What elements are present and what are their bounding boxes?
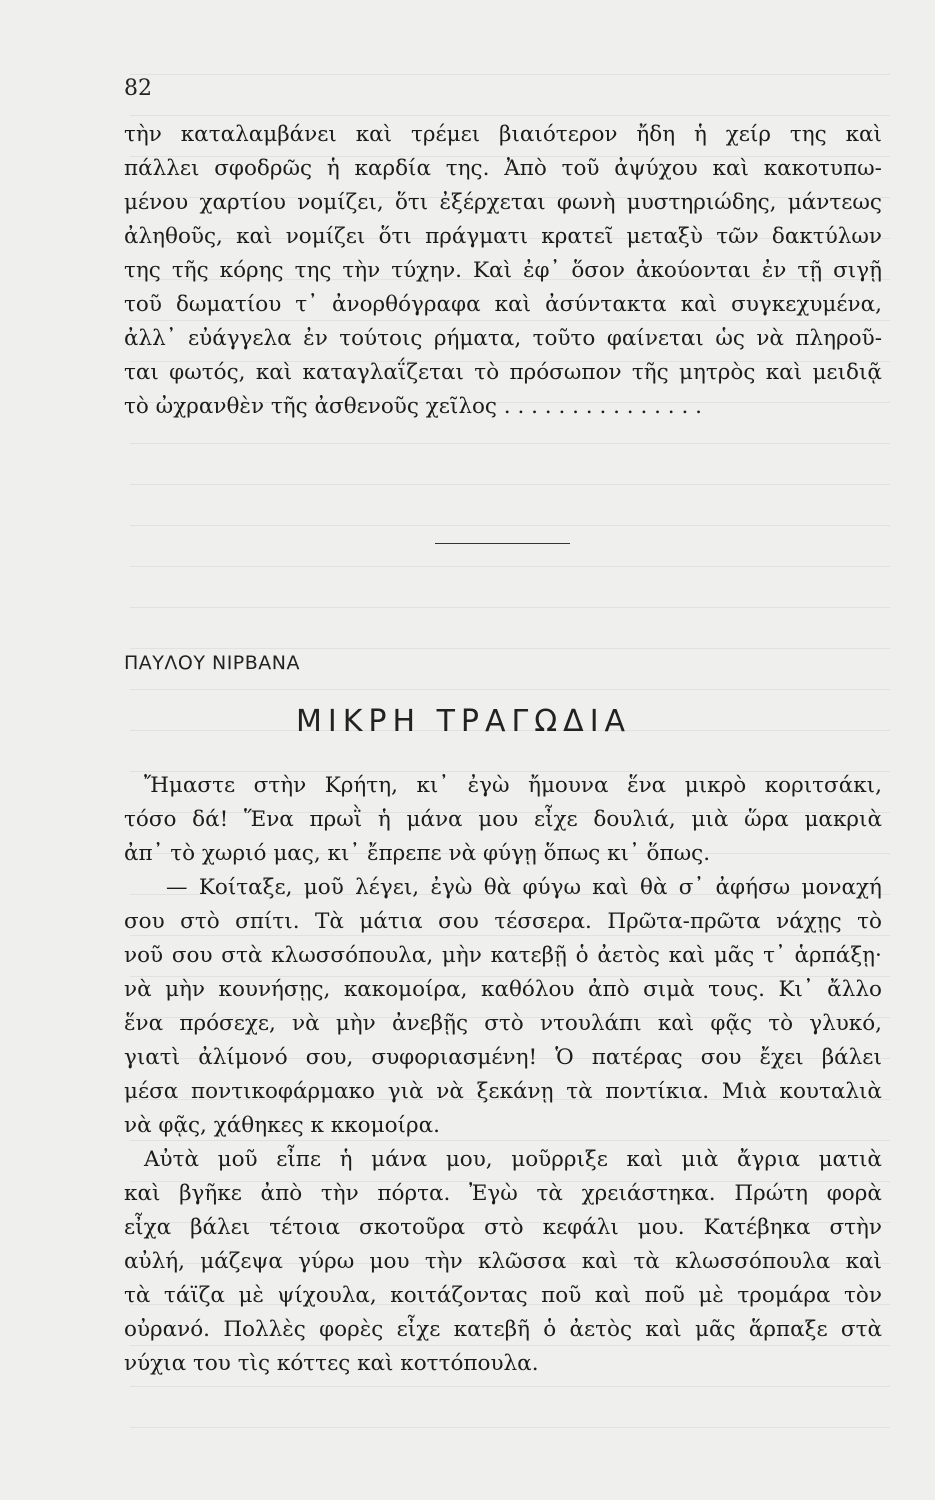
text-line: τοῦ δωματίου τ᾽ ἀνορθόγραφα καὶ ἀσύντακτα καὶ συγκεχυμένα, — [124, 292, 882, 317]
text-line: εἶχα βάλει τέτοια σκοτοῦρα στὸ κεφάλι μου. Κατέβηκα στὴν — [124, 1215, 882, 1240]
text-line: νύχια του τὶς κόττες καὶ κοττόπουλα. — [124, 1351, 539, 1376]
text-line: ται φωτός, καὶ καταγλαΐζεται τὸ πρόσωπον τῆς μητρὸς καὶ μειδιᾷ — [124, 360, 882, 385]
bleed-line — [130, 1393, 890, 1428]
story-title: ΜΙΚΡΗ ΤΡΑΓΩΔΙΑ — [296, 704, 632, 739]
bleed-line — [130, 81, 890, 116]
text-line: τὸ ὠχρανθὲν τῆς ἀσθενοῦς χεῖλος . . . . . . . . . . . . . . . — [124, 394, 702, 419]
text-line: μένου χαρτίου νομίζει, ὅτι ἐξέρχεται φωνὴ μυστηριώδης, μάντεως — [124, 190, 882, 215]
text-line: ἀπ᾽ τὸ χωριό μας, κι᾽ ἔπρεπε νὰ φύγῃ ὅπως κι᾽ ὅπως. — [124, 841, 711, 866]
author-name: ΠΑΥΛΟΥ ΝΙΡΒΑΝΑ — [124, 652, 301, 674]
page-number: 82 — [124, 76, 152, 101]
text-line: σου στὸ σπίτι. Τὰ μάτια σου τέσσερα. Πρῶτα-πρῶτα νάχῃς τὸ — [124, 909, 882, 934]
text-line: καὶ βγῆκε ἀπὸ τὴν πόρτα. Ἐγὼ τὰ χρειάστηκα. Πρώτη φορὰ — [124, 1181, 882, 1206]
bleed-line — [130, 532, 890, 567]
text-line: της τῆς κόρης της τὴν τύχην. Καὶ ἐφ᾽ ὅσον ἀκούονται ἐν τῇ σιγῇ — [124, 258, 882, 283]
text-line: ἀληθοῦς, καὶ νομίζει ὅτι πράγματι κρατεῖ μεταξὺ τῶν δακτύλων — [124, 224, 882, 249]
text-line: πάλλει σφοδρῶς ἡ καρδία της. Ἀπὸ τοῦ ἀψύχου καὶ κακοτυπω- — [124, 156, 882, 181]
text-line: νὰ φᾷς, χάθηκες κ κκομοίρα. — [124, 1113, 440, 1138]
text-line: ἕνα πρόσεχε, νὰ μὴν ἀνεβῇς στὸ ντουλάπι καὶ φᾷς τὸ γλυκό, — [124, 1011, 882, 1036]
text-line: Αὐτὰ μοῦ εἶπε ἡ μάνα μου, μοῦρριξε καὶ μιὰ ἄγρια ματιὰ — [144, 1147, 882, 1172]
text-line: τὴν καταλαμβάνει καὶ τρέμει βιαιότερον ἤδη ἡ χείρ της καὶ — [124, 122, 882, 147]
bleed-line — [130, 450, 890, 485]
section-divider — [435, 543, 570, 544]
text-line: οὐρανό. Πολλὲς φορὲς εἶχε κατεβῆ ὁ ἀετὸς καὶ μᾶς ἅρπαξε στὰ — [124, 1317, 882, 1342]
text-line: — Κοίταξε, μοῦ λέγει, ἐγὼ θὰ φύγω καὶ θὰ σ᾽ ἀφήσω μοναχή — [166, 875, 882, 900]
text-line: αὐλή, μάζεψα γύρω μου τὴν κλῶσσα καὶ τὰ κλωσσόπουλα καὶ — [124, 1249, 882, 1274]
text-line: μέσα ποντικοφάρμακο γιὰ νὰ ξεκάνῃ τὰ ποντίκια. Μιὰ κουταλιὰ — [124, 1079, 882, 1104]
bleed-line — [130, 40, 890, 75]
story-text — [124, 769, 882, 1381]
bleed-line — [130, 737, 890, 772]
bleed-line — [130, 614, 890, 649]
previous-story-ending — [124, 118, 882, 424]
text-line: τὰ τάϊζα μὲ ψίχουλα, κοιτάζοντας ποῦ καὶ ποῦ μὲ τρομάρα τὸν — [124, 1283, 882, 1308]
text-line: νοῦ σου στὰ κλωσσόπουλα, μὴν κατεβῇ ὁ ἀετὸς καὶ μᾶς τ᾽ ἁρπάξῃ· — [124, 943, 882, 968]
text-line: νὰ μὴν κουνήσῃς, κακομοίρα, καθόλου ἀπὸ σιμὰ τους. Κι᾽ ἄλλο — [124, 977, 882, 1002]
bleed-line — [130, 573, 890, 608]
text-line: Ἤμαστε στὴν Κρήτη, κι᾽ ἐγὼ ἤμουνα ἕνα μικρὸ κοριτσάκι, — [144, 773, 882, 798]
text-line: γιατὶ ἀλίμονό σου, συφοριασμένη! Ὁ πατέρας σου ἔχει βάλει — [124, 1045, 882, 1070]
text-line: ἀλλ᾽ εὐάγγελα ἐν τούτοις ρήματα, τοῦτο φαίνεται ὡς νὰ πληροῦ- — [124, 326, 882, 351]
text-line: τόσο δά! Ἕνα πρωῒ ἡ μάνα μου εἶχε δουλιά, μιὰ ὥρα μακριὰ — [124, 807, 882, 832]
bleed-line — [130, 491, 890, 526]
